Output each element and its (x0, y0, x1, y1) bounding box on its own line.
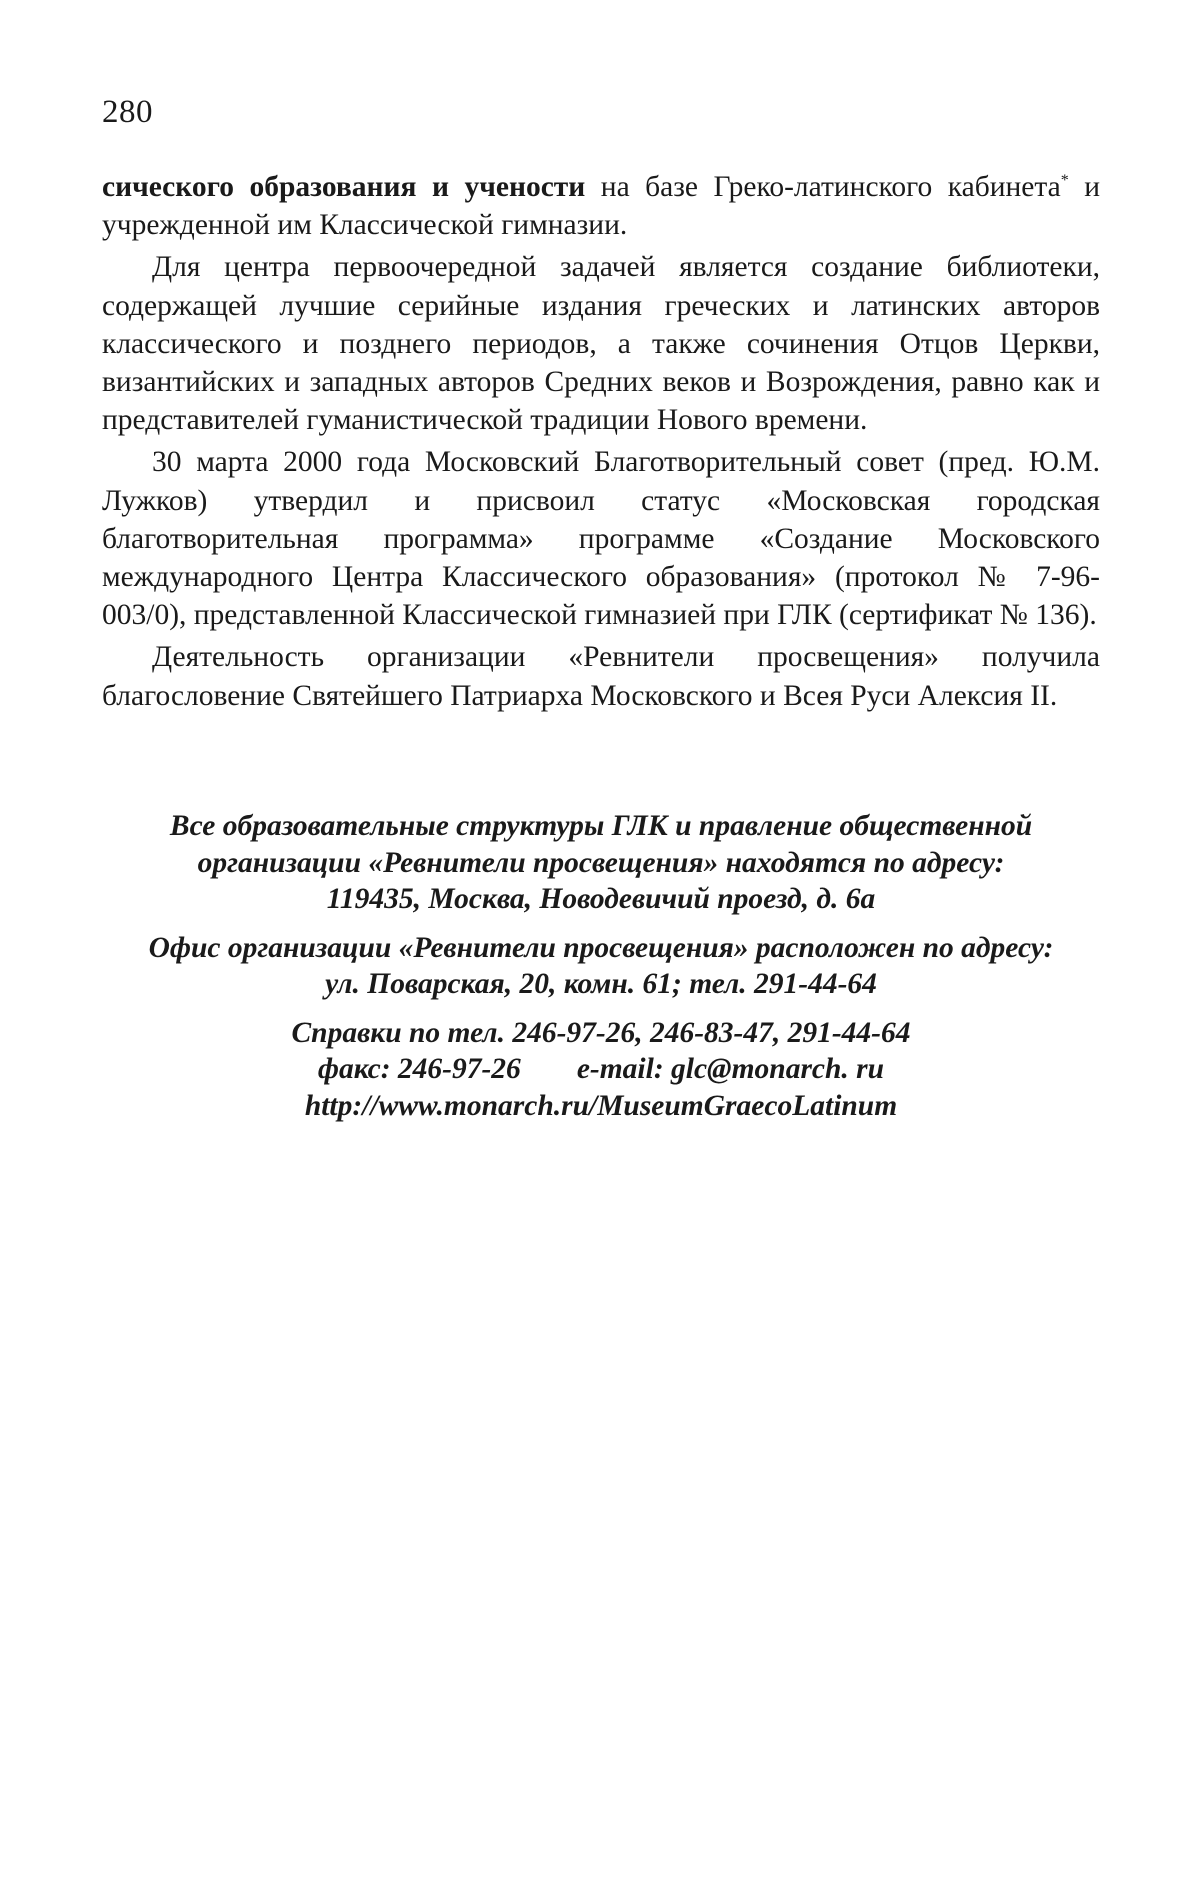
inquiry-block (102, 1015, 1100, 1125)
paragraph-blessing: Деятельность организации «Ревнители просвещения» получила благословение Святейшего Патриарха Московского и Всея Руси Алексия II. (102, 641, 1100, 712)
body-text (102, 168, 1100, 715)
address-block (102, 808, 1100, 918)
paragraph-library-goal: Для центра первоочередной задачей является создание библиотеки, содержащей лучшие серийные издания греческих и латинских авторов классического и позднего периодов, а также сочинения Отцов Церкви, византийских и западных авторов Средних веков и Возрождения, равно как и представителей гуманистической традиции Нового времени. (102, 251, 1100, 437)
office-line: ул. Поварская, 20, комн. 61; тел. 291-44-64 (325, 968, 877, 1000)
website-url: http://www.monarch.ru/MuseumGraecoLatinum (304, 1089, 898, 1122)
address-line: Все образовательные структуры ГЛК и правление общественной (169, 810, 1033, 842)
contact-information (102, 808, 1100, 1124)
fax-email-line (102, 1051, 1100, 1088)
bold-lead-phrase: сического образования и учености (102, 171, 586, 203)
address-line: организации «Ревнители просвещения» находятся по адресу: (197, 846, 1005, 879)
footnote-mark: * (1060, 172, 1069, 190)
paragraph-continuation (102, 168, 1100, 244)
paragraph-charity-program: 30 марта 2000 года Московский Благотворительный совет (пред. Ю.М. Лужков) утвердил и присвоил статус «Московская городская благотворительная программа» программе «Создание Московского международного Центра Классического образования» (протокол № 7-96-003/0), представленной Классической гимназией при ГЛК (сертификат № 136). (102, 446, 1100, 632)
email-address: e-mail: glc@monarch. ru (576, 1053, 885, 1085)
paragraph-text: на базе Греко-латинского кабинета (600, 171, 1061, 203)
office-block (102, 930, 1100, 1003)
address-line: 119435, Москва, Новодевичий проезд, д. 6а (326, 883, 876, 915)
paragraph-text: и учрежденной им Классической гимназии. (102, 171, 1100, 242)
page-number: 280 (102, 94, 153, 130)
phone-line: Справки по тел. 246-97-26, 246-83-47, 291-44-64 (291, 1016, 911, 1049)
office-line: Офис организации «Ревнители просвещения» расположен по адресу: (148, 931, 1054, 964)
fax-number: факс: 246-97-26 (317, 1053, 521, 1085)
